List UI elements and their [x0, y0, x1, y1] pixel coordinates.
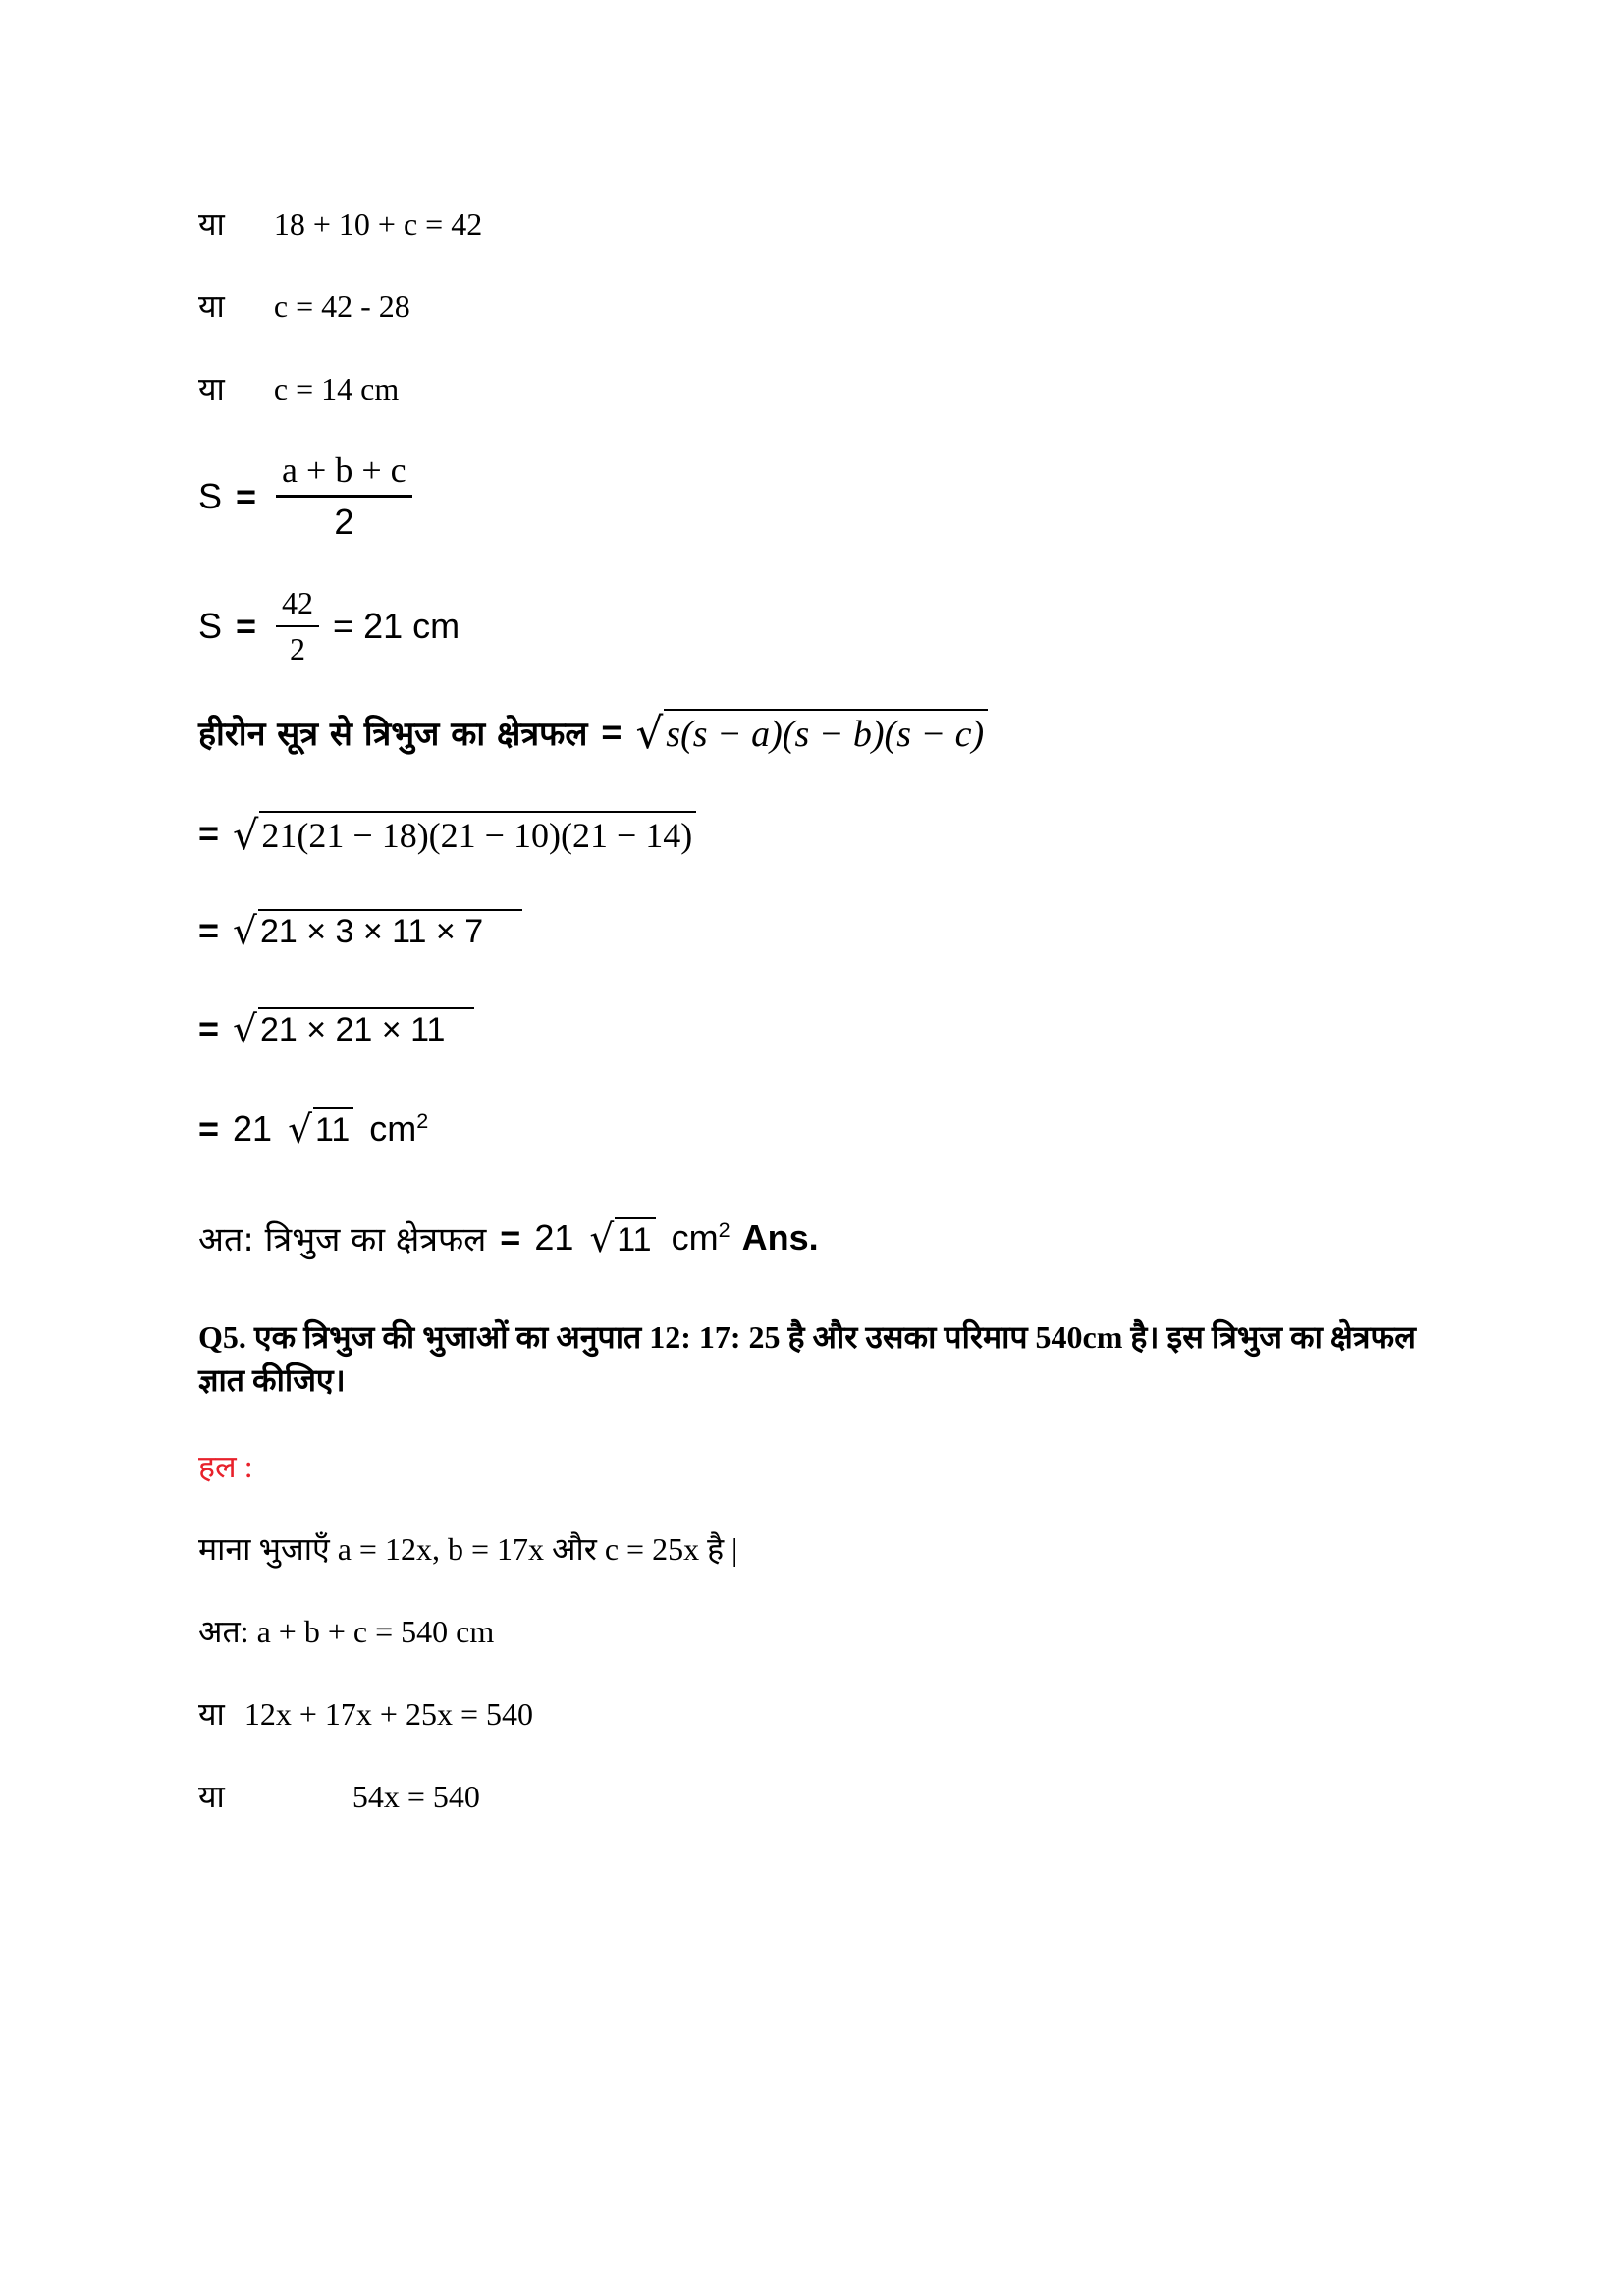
- conclusion-label: अत: त्रिभुज का क्षेत्रफल: [198, 1220, 487, 1259]
- step-prefix: या: [198, 371, 225, 406]
- heron-result: [198, 1107, 429, 1152]
- semi-perimeter-value: [198, 585, 460, 667]
- fraction: [276, 450, 412, 543]
- equals-sign: =: [198, 909, 220, 950]
- radicand: 21(21 − 18)(21 − 10)(21 − 14): [259, 811, 696, 856]
- fraction-numerator: a + b + c: [282, 451, 406, 490]
- step-expression: c = 42 - 28: [273, 289, 410, 324]
- result-unit: $cm^2$: [671, 1217, 730, 1257]
- radical-sign-icon: √: [288, 1107, 312, 1152]
- step-line: [198, 367, 399, 409]
- radicand: 21 × 3 × 11 × 7: [258, 909, 522, 951]
- result-coefficient: 21: [233, 1107, 273, 1148]
- fraction: [276, 585, 319, 667]
- equals-sign: =: [198, 1007, 220, 1048]
- result-coefficient: 21: [534, 1217, 574, 1257]
- square-root: [589, 1217, 655, 1262]
- square-root: [288, 1107, 353, 1152]
- conclusion-line: [198, 1215, 819, 1260]
- equals-sign: =: [198, 813, 220, 853]
- radical-sign-icon: √: [233, 811, 259, 859]
- radical-sign-icon: √: [635, 709, 664, 760]
- step-line: [198, 1692, 533, 1735]
- step-prefix: या: [198, 1696, 225, 1732]
- question-5: Q5. एक त्रिभुज की भुजाओं का अनुपात 12: 17: 25 है और उसका परिमाप 540cm है। इस त्रिभुज का क्षेत्रफल ज्ञात कीजिए।: [198, 1319, 1416, 1398]
- square-root: [233, 909, 522, 954]
- radicand: 11: [615, 1217, 655, 1259]
- step-expression: 12x + 17x + 25x = 540: [243, 1696, 533, 1732]
- value-result: = 21 cm: [333, 606, 460, 646]
- equals-sign: =: [236, 606, 257, 646]
- equals-sign: =: [198, 1107, 220, 1148]
- heron-step: [198, 811, 696, 859]
- square-root: [233, 811, 696, 859]
- square-root: [233, 1007, 474, 1052]
- result-unit: $cm^2$: [369, 1107, 429, 1148]
- equals-sign: =: [236, 475, 257, 516]
- equals-sign: =: [601, 712, 622, 752]
- radical-sign-icon: √: [233, 1007, 257, 1052]
- fraction-denominator: 2: [290, 631, 306, 667]
- equals-sign: =: [500, 1217, 521, 1257]
- formula-lhs: S: [198, 475, 223, 516]
- radical-sign-icon: √: [589, 1217, 615, 1262]
- step-prefix: या: [198, 1779, 225, 1814]
- square-root: [635, 709, 988, 760]
- solution-line: माना भुजाएँ a = 12x, b = 17x और c = 25x है |: [198, 1531, 738, 1567]
- step-line: [198, 1775, 480, 1817]
- solution-label: हल :: [198, 1449, 253, 1484]
- heron-formula: [198, 709, 988, 760]
- fraction-numerator: 42: [282, 585, 314, 620]
- step-line: [198, 202, 482, 244]
- step-prefix: या: [198, 289, 225, 324]
- radical-sign-icon: √: [233, 909, 257, 954]
- heron-step: [198, 909, 522, 954]
- step-expression: 54x = 540: [352, 1779, 480, 1814]
- formula-lhs: S: [198, 606, 223, 646]
- step-expression: 18 + 10 + c = 42: [273, 206, 483, 241]
- answer-label: Ans.: [741, 1217, 819, 1257]
- radicand: 21 × 21 × 11: [258, 1007, 474, 1049]
- radicand: s(s − a)(s − b)(s − c): [664, 709, 988, 756]
- step-line: [198, 285, 410, 327]
- semi-perimeter-formula: [198, 450, 418, 543]
- solution-line: अत: a + b + c = 540 cm: [198, 1614, 495, 1649]
- step-expression: c = 14 cm: [273, 371, 400, 406]
- heron-step: [198, 1007, 474, 1052]
- fraction-denominator: 2: [334, 502, 354, 542]
- heron-label: हीरोन सूत्र से त्रिभुज का क्षेत्रफल: [198, 715, 588, 754]
- step-prefix: या: [198, 206, 225, 241]
- radicand: 11: [313, 1107, 353, 1149]
